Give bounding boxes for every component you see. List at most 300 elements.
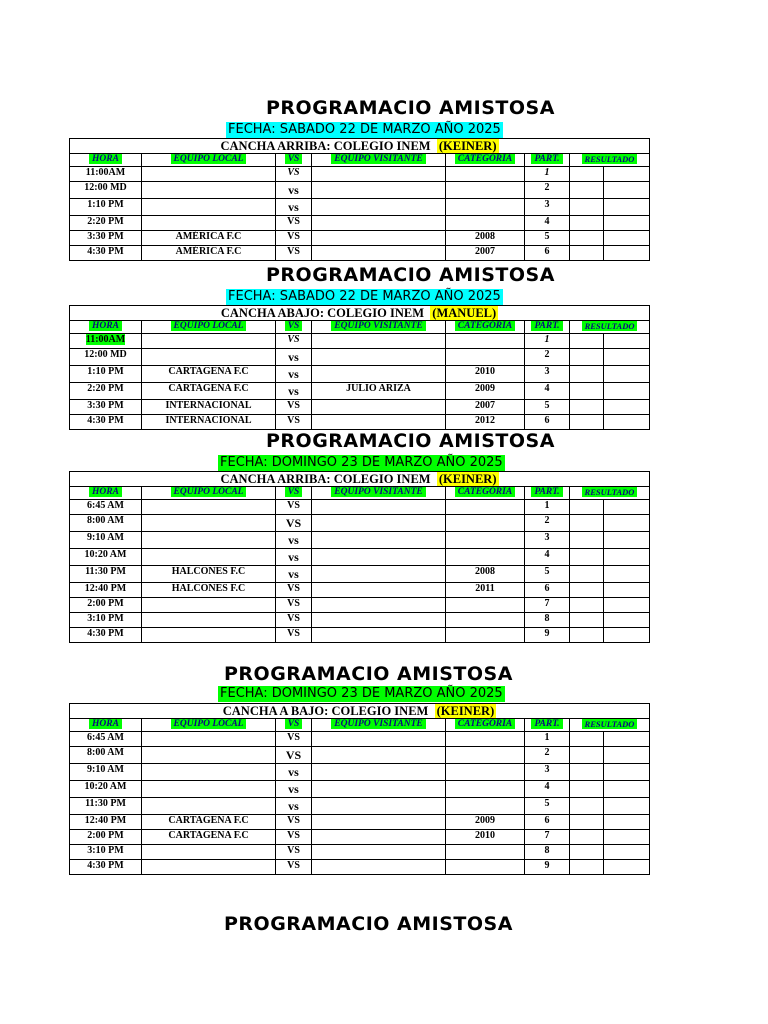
cell-equipo-local: AMÉRICA F.C (142, 231, 276, 246)
cell-equipo-visitante (312, 583, 446, 598)
table-row (70, 231, 650, 246)
table-row (70, 500, 650, 515)
cell-equipo-visitante (312, 815, 446, 830)
cell-equipo-visitante (312, 246, 446, 261)
cell-part: 5 (525, 400, 570, 415)
cell-hora (70, 764, 142, 781)
section-1-table (69, 138, 650, 261)
cell-vs: VS (276, 216, 312, 231)
cell-hora (70, 781, 142, 798)
header-categoria-label: CATEGORÍA (455, 719, 515, 729)
cell-hora (70, 747, 142, 764)
header-row (70, 487, 650, 500)
cell-resultado-b (604, 216, 650, 231)
cell-hora (70, 613, 142, 628)
cell-vs: VS (276, 515, 312, 532)
table-row (70, 830, 650, 845)
header-visitante-label: EQUIPO VISITANTE (331, 719, 425, 729)
cell-resultado-a (570, 349, 604, 366)
cell-resultado-a (570, 515, 604, 532)
cell-equipo-local (142, 845, 276, 860)
header-part (525, 321, 570, 334)
cell-equipo-local: INTERNACIONAL (142, 400, 276, 415)
cell-part: 5 (525, 798, 570, 815)
cell-equipo-local (142, 199, 276, 216)
header-part (525, 719, 570, 732)
header-vs (276, 154, 312, 167)
hora-text: 8:00 AM (87, 515, 124, 526)
cell-hora (70, 515, 142, 532)
hora-text: 12:00 MD (84, 182, 127, 193)
section-2-date: FECHA: SABADO 22 DE MARZO AÑO 2025 (228, 289, 501, 304)
header-vs (276, 719, 312, 732)
cell-vs: VS (276, 830, 312, 845)
cell-equipo-visitante (312, 764, 446, 781)
cell-equipo-visitante: JULIO ARIZA (312, 383, 446, 400)
cell-resultado-b (604, 549, 650, 566)
cell-categoria (446, 549, 525, 566)
cancha-cell (70, 139, 650, 154)
cell-part: 2 (525, 747, 570, 764)
header-visitante-label: EQUIPO VISITANTE (331, 487, 425, 497)
cell-hora (70, 845, 142, 860)
cell-vs: VS (276, 598, 312, 613)
hora-text: 12:00 MD (84, 349, 127, 360)
cell-categoria (446, 334, 525, 349)
cell-equipo-local (142, 167, 276, 182)
table-row (70, 383, 650, 400)
table-row (70, 732, 650, 747)
cell-categoria (446, 613, 525, 628)
cell-equipo-visitante (312, 598, 446, 613)
cell-resultado-a (570, 182, 604, 199)
cell-hora (70, 860, 142, 875)
table-row (70, 366, 650, 383)
header-visitante (312, 154, 446, 167)
section-4-title: PROGRAMACIO AMISTOSA (224, 663, 513, 685)
table-row (70, 532, 650, 549)
header-part-label: PART. (531, 321, 562, 331)
cell-resultado-a (570, 532, 604, 549)
cell-hora (70, 598, 142, 613)
cell-part: 1 (525, 732, 570, 747)
header-categoria (446, 154, 525, 167)
cell-categoria (446, 845, 525, 860)
cancha-cell (70, 704, 650, 719)
cell-equipo-local (142, 628, 276, 643)
cell-vs: VS (276, 732, 312, 747)
cancha-label: CANCHA A BAJO: COLEGIO INEM (222, 704, 429, 718)
cell-resultado-b (604, 845, 650, 860)
header-part (525, 487, 570, 500)
hora-text: 2:20 PM (87, 383, 124, 394)
table-row (70, 583, 650, 598)
referee-name: (MANUEL) (432, 306, 497, 320)
cell-resultado-a (570, 764, 604, 781)
cell-categoria: 2008 (446, 566, 525, 583)
cell-resultado-a (570, 628, 604, 643)
hora-text: 4:30 PM (87, 246, 124, 257)
cell-resultado-b (604, 860, 650, 875)
cell-resultado-b (604, 628, 650, 643)
cell-equipo-visitante (312, 549, 446, 566)
cell-resultado-b (604, 415, 650, 430)
cell-part: 9 (525, 860, 570, 875)
cell-hora (70, 216, 142, 231)
cell-resultado-a (570, 845, 604, 860)
cell-hora (70, 334, 142, 349)
cell-part: 8 (525, 845, 570, 860)
cell-resultado-a (570, 781, 604, 798)
table-row (70, 199, 650, 216)
cell-part: 1 (525, 167, 570, 182)
cell-hora (70, 182, 142, 199)
cell-hora (70, 532, 142, 549)
cell-equipo-visitante (312, 334, 446, 349)
cancha-cell (70, 472, 650, 487)
cell-categoria (446, 798, 525, 815)
cell-vs: VS (276, 583, 312, 598)
cell-resultado-a (570, 860, 604, 875)
cell-equipo-local (142, 598, 276, 613)
cell-resultado-b (604, 583, 650, 598)
header-local (142, 321, 276, 334)
cell-equipo-visitante (312, 415, 446, 430)
cell-equipo-visitante (312, 532, 446, 549)
cell-equipo-visitante (312, 747, 446, 764)
header-hora (70, 487, 142, 500)
header-visitante-label: EQUIPO VISITANTE (331, 154, 425, 164)
cell-equipo-local (142, 334, 276, 349)
table-row (70, 781, 650, 798)
hora-text: 12:40 PM (84, 583, 127, 594)
cell-part: 8 (525, 613, 570, 628)
header-part-label: PART. (531, 719, 562, 729)
cell-hora (70, 830, 142, 845)
cell-resultado-b (604, 231, 650, 246)
cell-part: 2 (525, 515, 570, 532)
table-row (70, 167, 650, 182)
cell-vs: VS (276, 231, 312, 246)
cell-part: 4 (525, 549, 570, 566)
cell-equipo-local: CARTAGENA F.C (142, 815, 276, 830)
cell-hora (70, 815, 142, 830)
table-row (70, 598, 650, 613)
cell-part: 9 (525, 628, 570, 643)
cell-equipo-visitante (312, 860, 446, 875)
cancha-row (70, 139, 650, 154)
header-resultado-label: RESULTADO (582, 154, 638, 164)
header-local (142, 154, 276, 167)
header-part-label: PART. (531, 154, 562, 164)
cell-resultado-a (570, 613, 604, 628)
cell-part: 7 (525, 598, 570, 613)
cell-equipo-local (142, 732, 276, 747)
cell-part: 4 (525, 383, 570, 400)
cell-categoria: 2011 (446, 583, 525, 598)
table-row (70, 798, 650, 815)
cancha-row (70, 306, 650, 321)
cell-equipo-local: AMÉRICA F.C (142, 246, 276, 261)
header-local-label: EQUIPO LOCAL (171, 321, 247, 331)
hora-text: 3:10 PM (87, 845, 124, 856)
cell-vs: vs (276, 349, 312, 366)
cell-categoria: 2008 (446, 231, 525, 246)
header-row (70, 719, 650, 732)
referee-name: (KEINER) (438, 139, 497, 153)
cell-hora (70, 549, 142, 566)
cell-categoria (446, 628, 525, 643)
header-visitante-label: EQUIPO VISITANTE (331, 321, 425, 331)
cell-hora (70, 231, 142, 246)
cell-vs: VS (276, 613, 312, 628)
hora-text: 1:10 PM (87, 366, 124, 377)
header-local (142, 719, 276, 732)
cell-resultado-a (570, 583, 604, 598)
cell-resultado-b (604, 815, 650, 830)
cell-resultado-a (570, 167, 604, 182)
cell-vs: VS (276, 845, 312, 860)
section-2-table (69, 305, 650, 430)
cell-equipo-local (142, 798, 276, 815)
cell-resultado-b (604, 781, 650, 798)
cell-resultado-a (570, 500, 604, 515)
cell-vs: vs (276, 182, 312, 199)
table-row (70, 400, 650, 415)
cell-resultado-b (604, 366, 650, 383)
cell-equipo-visitante (312, 182, 446, 199)
cancha-label: CANCHA ABAJO: COLEGIO INEM (220, 306, 425, 320)
cell-hora (70, 167, 142, 182)
hora-text: 2:00 PM (87, 598, 124, 609)
cell-resultado-a (570, 732, 604, 747)
cell-resultado-b (604, 199, 650, 216)
hora-text: 11:00AM (85, 167, 126, 178)
table-row (70, 747, 650, 764)
cell-vs: vs (276, 366, 312, 383)
cell-hora (70, 732, 142, 747)
hora-text: 3:30 PM (87, 400, 124, 411)
cell-part: 1 (525, 334, 570, 349)
cell-resultado-a (570, 383, 604, 400)
cell-equipo-local: CARTAGENA F.C (142, 366, 276, 383)
hora-text: 2:00 PM (87, 830, 124, 841)
cell-vs: vs (276, 798, 312, 815)
cell-categoria (446, 349, 525, 366)
cell-resultado-b (604, 613, 650, 628)
header-resultado (570, 487, 650, 500)
cell-hora (70, 566, 142, 583)
cell-part: 7 (525, 830, 570, 845)
cancha-label: CANCHA ARRIBA: COLEGIO INEM (220, 139, 431, 153)
cell-categoria: 2010 (446, 366, 525, 383)
header-hora (70, 154, 142, 167)
cell-categoria (446, 598, 525, 613)
cell-equipo-local (142, 613, 276, 628)
cell-resultado-b (604, 532, 650, 549)
table-row (70, 815, 650, 830)
cell-hora (70, 383, 142, 400)
cell-part: 3 (525, 532, 570, 549)
hora-text: 11:30 PM (85, 798, 126, 809)
cell-hora (70, 628, 142, 643)
header-hora-label: HORA (89, 487, 122, 497)
cell-categoria (446, 167, 525, 182)
cell-resultado-a (570, 798, 604, 815)
cell-resultado-a (570, 598, 604, 613)
header-categoria-label: CATEGORÍA (455, 154, 515, 164)
table-row (70, 764, 650, 781)
cell-categoria (446, 182, 525, 199)
cell-part: 3 (525, 199, 570, 216)
cell-resultado-a (570, 216, 604, 231)
hora-text: 2:20 PM (87, 216, 124, 227)
cell-vs: VS (276, 628, 312, 643)
cell-categoria: 2010 (446, 830, 525, 845)
header-resultado-label: RESULTADO (582, 719, 638, 729)
cell-resultado-b (604, 400, 650, 415)
header-part-label: PART. (531, 487, 562, 497)
hora-text: 3:30 PM (87, 231, 124, 242)
hora-text: 6:45 AM (87, 500, 124, 511)
cell-resultado-b (604, 747, 650, 764)
cell-equipo-local (142, 781, 276, 798)
header-resultado (570, 154, 650, 167)
table-row (70, 415, 650, 430)
header-vs-label: VS (285, 321, 303, 331)
table-row (70, 613, 650, 628)
cell-equipo-visitante (312, 366, 446, 383)
cell-equipo-visitante (312, 781, 446, 798)
hora-text: 3:10 PM (87, 613, 124, 624)
table-row (70, 349, 650, 366)
cell-vs: VS (276, 860, 312, 875)
section-1-date: FECHA: SABADO 22 DE MARZO AÑO 2025 (228, 122, 501, 137)
cell-vs: vs (276, 199, 312, 216)
cell-hora (70, 583, 142, 598)
cell-hora (70, 199, 142, 216)
cell-resultado-b (604, 167, 650, 182)
cell-resultado-a (570, 334, 604, 349)
cell-equipo-local: CARTAGENA F.C (142, 383, 276, 400)
header-hora-label: HORA (89, 321, 122, 331)
cell-part: 5 (525, 566, 570, 583)
referee-name: (KEINER) (436, 704, 495, 718)
cancha-cell (70, 306, 650, 321)
header-resultado-label: RESULTADO (582, 487, 638, 497)
hora-text: 9:10 AM (87, 532, 124, 543)
cell-equipo-local: HALCONES F.C (142, 566, 276, 583)
cell-part: 6 (525, 246, 570, 261)
header-vs (276, 487, 312, 500)
header-visitante (312, 321, 446, 334)
cell-equipo-local (142, 747, 276, 764)
section-3-date: FECHA: DOMINGO 23 DE MARZO AÑO 2025 (220, 455, 503, 470)
header-visitante (312, 719, 446, 732)
cell-resultado-a (570, 830, 604, 845)
cell-categoria (446, 515, 525, 532)
cell-equipo-visitante (312, 167, 446, 182)
cell-resultado-b (604, 830, 650, 845)
section-2-title: PROGRAMACIO AMISTOSA (266, 264, 555, 286)
cell-resultado-b (604, 383, 650, 400)
header-local-label: EQUIPO LOCAL (171, 487, 247, 497)
cell-resultado-a (570, 199, 604, 216)
cell-vs: vs (276, 764, 312, 781)
cell-vs: vs (276, 532, 312, 549)
cell-resultado-b (604, 515, 650, 532)
cell-resultado-b (604, 246, 650, 261)
header-local-label: EQUIPO LOCAL (171, 154, 247, 164)
cell-vs: vs (276, 383, 312, 400)
cell-equipo-local (142, 764, 276, 781)
table-row (70, 860, 650, 875)
cell-categoria (446, 199, 525, 216)
cell-part: 3 (525, 764, 570, 781)
cell-resultado-b (604, 798, 650, 815)
header-hora (70, 719, 142, 732)
cell-equipo-local (142, 549, 276, 566)
cell-equipo-local: HALCONES F.C (142, 583, 276, 598)
hora-text: 4:30 PM (87, 860, 124, 871)
header-local (142, 487, 276, 500)
hora-text: 10:20 AM (84, 549, 127, 560)
header-resultado (570, 719, 650, 732)
header-categoria-label: CATEGORÍA (455, 321, 515, 331)
cell-categoria (446, 216, 525, 231)
cell-part: 3 (525, 366, 570, 383)
cell-resultado-b (604, 732, 650, 747)
hora-text: 8:00 AM (87, 747, 124, 758)
header-hora-label: HORA (89, 719, 122, 729)
cell-categoria: 2007 (446, 246, 525, 261)
cell-hora (70, 366, 142, 383)
cell-equipo-local (142, 182, 276, 199)
cell-resultado-a (570, 366, 604, 383)
cell-part: 6 (525, 815, 570, 830)
cell-equipo-visitante (312, 216, 446, 231)
cell-equipo-local (142, 532, 276, 549)
cell-resultado-b (604, 566, 650, 583)
cell-hora (70, 246, 142, 261)
cell-vs: VS (276, 500, 312, 515)
header-row (70, 154, 650, 167)
header-vs-label: VS (285, 487, 303, 497)
cell-equipo-visitante (312, 732, 446, 747)
cell-resultado-a (570, 231, 604, 246)
cell-part: 1 (525, 500, 570, 515)
table-row (70, 334, 650, 349)
cell-equipo-local (142, 860, 276, 875)
cancha-label: CANCHA ARRIBA: COLEGIO INEM (220, 472, 431, 486)
cell-resultado-a (570, 566, 604, 583)
cell-resultado-b (604, 182, 650, 199)
cell-part: 6 (525, 415, 570, 430)
cell-categoria (446, 747, 525, 764)
section-4-table (69, 703, 650, 875)
cell-part: 2 (525, 349, 570, 366)
cell-resultado-b (604, 500, 650, 515)
cell-categoria: 2012 (446, 415, 525, 430)
cell-part: 2 (525, 182, 570, 199)
section-1-title: PROGRAMACIO AMISTOSA (266, 97, 555, 119)
cell-hora (70, 349, 142, 366)
cell-vs: vs (276, 781, 312, 798)
footer-title: PROGRAMACIO AMISTOSA (224, 913, 513, 935)
cell-vs: VS (276, 815, 312, 830)
table-row (70, 845, 650, 860)
header-resultado (570, 321, 650, 334)
